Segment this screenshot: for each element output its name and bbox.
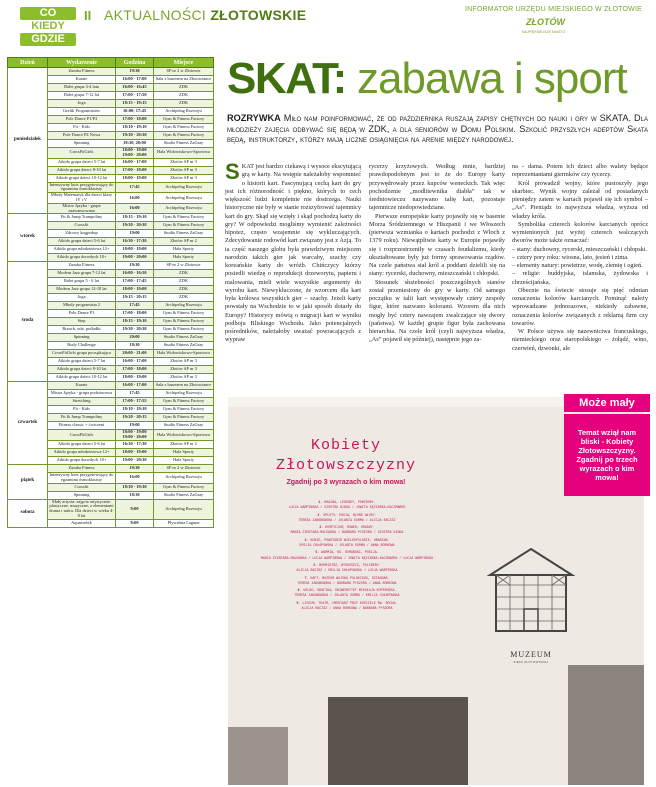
schedule-place-cell: Hala Sporty — [154, 448, 214, 456]
schedule-event-cell: Brzuch, uda, pośladki — [48, 326, 116, 334]
schedule-time-cell: 9:00 — [116, 499, 154, 519]
schedule-event-cell: Spinning — [48, 491, 116, 499]
column-3-para-9: W Polsce używa się nazewnictwa francuskiego, niemieckiego oraz staropolskiego – żołądź, wino, czerwień, dzwonki, ale — [512, 328, 648, 352]
poster-list-item — [252, 568, 442, 573]
schedule-place-cell: Archipelag Rozwoju — [154, 499, 214, 519]
schedule-event-cell: Balet grupa 7-12 lat — [48, 92, 116, 100]
schedule-event-cell: Balet grupa 3-4 lata — [48, 84, 116, 92]
schedule-place-cell: Hala Widowiskowo-Sportowa — [154, 350, 214, 358]
schedule-time-cell: 19:30 — [116, 68, 154, 76]
schedule-event-cell: Aikido grupa dzieci 5-6 lat — [48, 238, 116, 246]
schedule-header-row — [8, 58, 214, 68]
schedule-place-cell: Gym & Fitness Factory — [154, 483, 214, 491]
schedule-event-cell: Aikido grupa dorosłych 18+ — [48, 254, 116, 262]
table-row — [8, 214, 214, 222]
schedule-place-cell: Gym & Fitness Factory — [154, 398, 214, 406]
schedule-event-cell: Intensywny kurs przygotowujący do egzaminu ósmoklasisty — [49, 472, 114, 482]
schedule-time-cell: 17:00 - 18:00 — [116, 116, 154, 124]
header-place: Miejsce — [154, 58, 214, 68]
schedule-place-cell: Gym & Fitness Factory — [154, 310, 214, 318]
schedule-place-cell: Archipelag Rozwoju — [154, 390, 214, 398]
schedule-time-cell: 19:30 - 20:30 — [116, 132, 154, 140]
poster-item-number: 5. — [315, 550, 320, 555]
poster-item-text: WARMIA, KS. DOMAŃSKI, POEZJA. — [321, 550, 379, 555]
poster-item-number: 3. — [319, 525, 324, 530]
table-row — [8, 382, 214, 390]
schedule-event-cell: Młody Matematyk dla dzieci klasy IV i V — [48, 193, 116, 204]
table-row — [8, 68, 214, 76]
schedule-event-cell: Aikido grupa dzieci 5-6 lat — [48, 440, 116, 448]
column-3-para-2: Król prowadził wojny, które pustoszyły jego skarbiec. Wynik wojny zależał od posiadanych pieniędzy zatem w kartach pojawił się ich symbol – „As”. Pieniądz to najwyższa władza, wyższa od władzy króla. — [512, 179, 648, 220]
schedule-event-cell: Karate — [48, 76, 116, 84]
column-2-para-3: Stosunek służebności poszczególnych stanów został przeniesiony do gry w karty. Od samego początku w talii kart występowały cztery zespoły figur, które nazwano kolorami. Wzorem dla nich mogły być cztery nawzajem zwalczające się dwory (państwa). W każdej grupie figur była zachowana hierarchia. Na czele król (czyli najwyższa władza, „As” pojawił się później), następnie jego za- — [369, 278, 505, 344]
poster-item-number: 7. — [304, 575, 309, 580]
schedule-place-cell: Studio Fitness ZaGray — [154, 491, 214, 499]
schedule-event-cell: Fit - Kids — [48, 124, 116, 132]
schedule-time-cell: 17:00 - 17:55 — [116, 398, 154, 406]
schedule-place-cell: Gym & Fitness Factory — [154, 414, 214, 422]
schedule-event-cell: Aikido grupa dzieci 5-7 lat — [48, 158, 116, 166]
schedule-event-cell: Aikido grupa dzieci 8-10 lat — [48, 366, 116, 374]
section-title-prefix: AKTUALNOŚCI — [104, 7, 207, 23]
schedule-time-cell: 18:00 - 19:00 19:00 - 20:00 — [116, 430, 154, 441]
schedule-event-cell: Aikido grupa dzieci 10-12 lat — [48, 174, 116, 182]
table-row — [8, 262, 214, 270]
schedule-event-cell: Zdrowy kręgosłup — [48, 230, 116, 238]
section-title-bold: ZŁOTOWSKIE — [210, 7, 307, 23]
schedule-place-cell: Gym & Fitness Factory — [154, 132, 214, 140]
poster-item-text: HAFT, MUZEUM WOJSKA POLSKIEGO, SZTANDAR. — [310, 575, 390, 580]
article-column-1 — [225, 159, 361, 345]
column-3-para-7: – religie: buddyjska, islamska, żydowska i chrześcijańska. — [512, 270, 648, 286]
column-3-para-1: na – dama. Potem ich dzieci albo walety będące reprezentantami giermków czy rycerzy. — [512, 163, 648, 179]
schedule-event-cell: Mistrz Języka - grupa podstawowa — [48, 390, 116, 398]
schedule-time-cell: 18:00 - 19:00 — [116, 286, 154, 294]
schedule-event-cell: Aikido grupa młodzieżowa 12+ — [48, 246, 116, 254]
schedule-event-cell: Pole Dance P4 Nowa — [48, 132, 116, 140]
column-3-para-8: Obecnie na świecie stosuje się pięć odmian oznaczenia kolorów karcianych. Pominąć należy wprowadzane jednorazowe, niekiedy zabawne, oznaczenia kolorów związanych z reklamą firm czy towarów. — [512, 286, 648, 327]
article-lead — [227, 113, 648, 145]
poster-item-text: MARIA ZIENTARA-MALEWSKA / BARBARA PYSZORA / SIOSTRA KINGA — [290, 530, 404, 535]
schedule-time-cell: 18:15 - 19:15 — [116, 100, 154, 108]
schedule-time-cell: 18:00 - 19:00 — [116, 374, 154, 382]
logo-line2: KIEDY — [31, 20, 65, 32]
schedule-time-cell: 17:00 - 17:50 — [116, 92, 154, 100]
schedule-place-cell: Studio Fitness ZaGray — [154, 140, 214, 148]
schedule-time-cell: 19:00 - 20:00 — [116, 254, 154, 262]
poster-item-number: 1. — [318, 500, 323, 504]
schedule-time-cell: 16:30 - 17:30 — [116, 238, 154, 246]
schedule-event-cell: Młody programista 2 — [48, 302, 116, 310]
portrait-photo-left — [228, 727, 288, 785]
schedule-event-cell: CrossFitGirls — [48, 148, 116, 159]
poster-item-number: 6. — [313, 562, 318, 567]
schedule-time-cell: 16:00 - 17:00 — [116, 358, 154, 366]
schedule-time-cell: 16:00 - 17:00 — [116, 76, 154, 84]
schedule-event-cell: Spinning — [48, 140, 116, 148]
section-title — [104, 7, 306, 23]
schedule-place-cell: Studio Fitness ZaGray — [154, 422, 214, 430]
schedule-place-cell: Gym & Fitness Factory — [154, 222, 214, 230]
schedule-event-cell: Karate — [48, 382, 116, 390]
schedule-event-cell: Aikido grupa młodzieżowa 12+ — [48, 448, 116, 456]
schedule-place-cell: Studio Fitness ZaGray — [154, 230, 214, 238]
schedule-time-cell: 17:00 - 17:45 — [116, 278, 154, 286]
schedule-place-cell: ZDK — [154, 278, 214, 286]
schedule-place-cell: Hala Widowiskowo-Sportowa — [154, 430, 214, 441]
schedule-time-cell: 19:20 - 20:15 — [116, 414, 154, 422]
schedule-event-cell: Fitness classic + ćwiczeni — [48, 422, 116, 430]
schedule-place-cell: Archipelag Rozwoju — [154, 182, 214, 193]
poster-list-item — [252, 606, 442, 611]
schedule-time-cell: 18:00 - 19:00 — [116, 448, 154, 456]
schedule-day-cell: czwartek — [8, 382, 48, 465]
schedule-time-cell: 16:00 — [116, 203, 154, 214]
schedule-place-cell: Pływalnia Laguna — [154, 519, 214, 527]
schedule-place-cell: Studio Fitness ZaGray — [154, 342, 214, 350]
schedule-place-cell: Złotów SP nr 3 — [154, 158, 214, 166]
schedule-place-cell: Złotów SP nr 3 — [154, 174, 214, 182]
schedule-event-cell: Modern Jazz grupa 7-12 lat — [48, 270, 116, 278]
schedule-time-cell: 18:30 — [116, 491, 154, 499]
schedule-event-cell: Body Challenge — [48, 342, 116, 350]
schedule-event-cell: Spinning — [48, 334, 116, 342]
schedule-place-cell: Archipelag Rozwoju — [154, 472, 214, 483]
informator-label: INFORMATOR URZĘDU MIEJSKIEGO W ZŁOTOWIE — [465, 6, 642, 13]
column-3-para-6: – elementy natury: powietrze, wodę, ziemię i ogień. — [512, 262, 643, 269]
zlotow-city-logo-sub: NAJPIĘKNIEJSZE MIASTO — [522, 30, 566, 34]
schedule-time-cell: 18:30 — [116, 342, 154, 350]
schedule-place-cell: Złotów SP nr 2 — [154, 238, 214, 246]
schedule-time-cell: 20:00 - 21:00 — [116, 350, 154, 358]
schedule-event-cell: Modern Jazz grupa 12-18 lat — [48, 286, 116, 294]
schedule-time-cell: 16:00 - 17:00 — [116, 382, 154, 390]
column-3-para-3: Symbolika czterech kolorów karcianych oprócz wymienionych już wyżej czterech walczących dworów może także oznaczać: — [512, 220, 648, 245]
schedule-event-cell: Joga — [48, 294, 116, 302]
poster-list-item — [252, 556, 442, 561]
schedule-place-cell: Archipelag Rozwoju — [154, 108, 214, 116]
schedule-event-cell: Fit - Kids — [48, 406, 116, 414]
poster-item-text: BURMISTRZ, BYDGOSZCZ, POLIBERY. — [319, 562, 381, 567]
schedule-event-cell: Mały artysta: zajęcia artystyczne: plastyczne, muzyczne, z elementami drama i tańca. Dla dzieci w wieku 4-8 lat — [49, 499, 114, 518]
poster-item-text: HOSPICJUM, ROWER, ORGANY. — [325, 525, 375, 530]
schedule-place-cell: Hala Sporty — [154, 246, 214, 254]
schedule-day-cell: wtorek — [8, 214, 48, 262]
schedule-time-cell: 19:30 - 20:30 — [116, 326, 154, 334]
schedule-time-cell: 16:00; 17:45 — [116, 108, 154, 116]
section-number: II — [84, 8, 92, 23]
poster-item-text: TERESA JAKUBOWSKA / JOLANTA SURMA / ALICJA RACISZ — [298, 517, 396, 522]
poster-list-item — [252, 518, 442, 523]
article-title-rest: zabawa i sport — [357, 54, 627, 103]
schedule-time-cell: 8:00 — [116, 519, 154, 527]
column-3-para-5: – cztery pory roku: wiosna, lato, jesień i zima. — [512, 253, 629, 261]
page-header — [0, 0, 656, 50]
schedule-time-cell: 17:00 - 18:00 — [116, 366, 154, 374]
quiz-heading: Może mały — [564, 394, 650, 412]
weekly-schedule-table — [7, 57, 214, 528]
schedule-day-cell: poniedziałek — [8, 68, 48, 214]
column-3-para-4: – stany: duchowny, rycerski, mieszczański i chłopski. — [512, 245, 648, 253]
poster-title-line2: Złotowszczyzny — [275, 457, 417, 474]
schedule-time-cell: 18:15 - 19:10 — [116, 318, 154, 326]
schedule-place-cell: ZDK — [154, 84, 214, 92]
schedule-event-cell: Fit & Jump Trampoliny — [48, 414, 116, 422]
schedule-time-cell: 18:00 - 19:00 19:00 - 20:00 — [116, 148, 154, 159]
schedule-event-cell: Grafik Programistów — [48, 108, 116, 116]
schedule-event-cell: Stretching — [48, 398, 116, 406]
schedule-time-cell: 17:00 - 18:00 — [116, 166, 154, 174]
schedule-event-cell: CrossFitGirls — [48, 430, 116, 441]
schedule-place-cell: Złotów SP nr 3 — [154, 358, 214, 366]
schedule-place-cell: Złotów SP nr 2 — [154, 440, 214, 448]
poster-item-text: KRAJNA, LEGENDY, POMIDORY. — [324, 500, 376, 504]
schedule-place-cell: Gym & Fitness Factory — [154, 124, 214, 132]
schedule-time-cell: 19:00 - 20:30 — [116, 456, 154, 464]
schedule-place-cell: Sala z basenem na Złotowiance — [154, 382, 214, 390]
header-time: Godzina — [116, 58, 154, 68]
schedule-time-cell: 18:00 - 19:00 — [116, 246, 154, 254]
schedule-place-cell: Złotów SP nr 3 — [154, 366, 214, 374]
drop-cap: S — [225, 159, 240, 184]
schedule-day-cell: środa — [8, 262, 48, 382]
schedule-place-cell: Hala Widowiskowo-Sportowa — [154, 148, 214, 159]
schedule-time-cell: 18:30, 20:00 — [116, 140, 154, 148]
schedule-place-cell: Sala z basenem na Złotowiance — [154, 76, 214, 84]
schedule-place-cell: ZDK — [154, 92, 214, 100]
schedule-event-cell: Zumba Fitness — [48, 68, 116, 76]
schedule-event-cell: Aikido grupa dorosłych 18+ — [48, 456, 116, 464]
schedule-place-cell: Gym & Fitness Factory — [154, 406, 214, 414]
schedule-time-cell: 19:00 — [116, 422, 154, 430]
schedule-event-cell: Intensywny kurs przygotowujący do egzaminu ósmoklasisty — [49, 182, 114, 192]
schedule-event-cell: Joga — [48, 100, 116, 108]
poster-list-item — [252, 530, 442, 535]
logo-line3: GDZIE — [20, 33, 76, 46]
portrait-photo-right — [568, 665, 644, 785]
schedule-place-cell: ZDK — [154, 294, 214, 302]
schedule-place-cell: Gym & Fitness Factory — [154, 326, 214, 334]
column-1-text: KAT jest bardzo ciekawą i wysoce ekscytującą grą w karty. Na wstępie należałoby wspomnieć o historii kart. Fascynującą cechą kart do gry jest ich różnorodność i piękno, których to cech większość ludzi kompletnie nie dostrzega. Nauki historyczne nie były w stanie rozszyfrować tajemnicy kart do gry. Skąd się wzięły i skąd pochodzą karty do gry? W odpowiedzi mogliśmy wymienić zależności hipotez, często wzajemnie się wykluczających. Zdecydowanie rodowód kart związany jest z Azją. To ta część naszego globu była prawdziwym miejscem narodzin takich gier jak warcaby, szachy czy koreańskie karty do wróżb. Chińczycy którzy posiedli wiedzę o reprodukcji drzeworytu, papieru i malowania, mieli wiele wszystkie argumenty do wyrobu kart. Niewykluczone, że wzorcem dla kart była królowa wszystkich gier – szachy. Jeżeli karty powstały na Wschodzie to w jaki sposób dotarły do Europy? Historycy mówią o migracji kart w wyniku podboju Bliskiego Wschodu. Jako potencjalnych pośredników, należałoby uważać powracających z wypraw — [225, 163, 361, 344]
logo-line1: CO — [20, 7, 76, 20]
schedule-event-cell: Pole Dance P1/P2 — [48, 116, 116, 124]
header-event: Wydarzenie — [48, 58, 116, 68]
schedule-place-cell: Hala Sporty — [154, 456, 214, 464]
schedule-time-cell: 16:00 — [116, 472, 154, 483]
schedule-event-cell: Zumba Fitness — [48, 262, 116, 270]
schedule-place-cell: SP nr 2 w Złotowie — [154, 464, 214, 472]
schedule-time-cell: 18:00 - 19:00 — [116, 174, 154, 182]
schedule-place-cell: Hala Sporty — [154, 254, 214, 262]
schedule-place-cell: SP nr 2 w Złotowie — [154, 262, 214, 270]
schedule-time-cell: 19:30 — [116, 262, 154, 270]
schedule-place-cell: Złotów SP nr 3 — [154, 374, 214, 382]
quiz-text: Temat wziął nam bliski - Kobiety Złotowszczyzny. Zgadnij po trzech wyrazach o kim mowa! — [564, 414, 650, 496]
schedule-place-cell: Gym & Fitness Factory — [154, 116, 214, 124]
poster-list-item — [252, 581, 442, 586]
schedule-event-cell: Step — [48, 318, 116, 326]
poster-title-line1: Kobiety — [310, 437, 381, 454]
schedule-event-cell: Crossfit — [48, 483, 116, 491]
schedule-event-cell: Zumba Fitness — [48, 464, 116, 472]
article-title-bold: SKAT: — [227, 54, 346, 103]
schedule-day-cell: piątek — [8, 464, 48, 499]
schedule-event-cell: Aikido grupa dzieci 5-7 lat — [48, 358, 116, 366]
schedule-time-cell: 17:45 — [116, 302, 154, 310]
poster-item-text: EMILIA CHŁAPOWSKA / JOLANTA SURMA / ANNA BORKOWA — [299, 543, 395, 548]
schedule-event-cell: Balet grupa 5 - 6 lat — [48, 278, 116, 286]
schedule-place-cell: SP nr 2 w Złotowie — [154, 68, 214, 76]
museum-sublabel: ZIEMI ZŁOTOWSKIEJ — [513, 660, 549, 664]
article-column-3 — [512, 163, 648, 353]
poster-item-number: 9. — [296, 600, 301, 605]
poster-item-number: 4. — [304, 537, 309, 542]
schedule-place-cell: Archipelag Rozwoju — [154, 302, 214, 310]
museum-logo-icon — [486, 545, 576, 649]
schedule-time-cell: 18:10 - 19:10 — [116, 124, 154, 132]
article-column-2 — [369, 163, 505, 345]
schedule-time-cell: 19:00 — [116, 230, 154, 238]
schedule-place-cell: Archipelag Rozwoju — [154, 203, 214, 214]
poster-list-item — [252, 505, 442, 510]
schedule-event-cell: Aikido grupa dzieci 8-10 lat — [48, 166, 116, 174]
schedule-place-cell: Złotów SP nr 3 — [154, 166, 214, 174]
schedule-time-cell: 19:15 - 20:15 — [116, 294, 154, 302]
schedule-event-cell: Aikido grupa dzieci 10-12 lat — [48, 374, 116, 382]
schedule-place-cell: ZDK — [154, 100, 214, 108]
poster-item-text: TERESA JAKUBOWSKA / JOLANTA SURMA / EMILIA CHŁAPOWSKA — [294, 593, 400, 598]
poster-list-item — [252, 593, 442, 598]
schedule-time-cell: 20:00 — [116, 334, 154, 342]
poster-item-text: WILNO, GRAFIKA, UNIWERSYTET MIKOŁAJA KOPERNIKA. — [303, 588, 397, 593]
schedule-place-cell: Archipelag Rozwoju — [154, 193, 214, 204]
schedule-event-cell: Pole Dance P3 — [48, 310, 116, 318]
poster-item-text: KONIE, POWSTANIE WIELKOPOLSKIE, HRABINA. — [310, 537, 390, 542]
schedule-time-cell: 16:00 - 16:50 — [116, 270, 154, 278]
portrait-photo-center — [328, 697, 468, 785]
schedule-time-cell: 17:00 - 18:00 — [116, 310, 154, 318]
poster-item-text: SPLOTY, PASJA, BLOND WŁOSY. — [323, 512, 377, 517]
poster-item-number: 2. — [317, 512, 322, 517]
schedule-time-cell: 18:10 - 19:10 — [116, 406, 154, 414]
poster-item-text: MARIA ZIENTARA-MALEWSKA / LUCJA WARPIŃSKA / JOWITA KĘCIŃSKA-KACZMAREK / LUCJA WARPIŃSKA — [260, 555, 434, 560]
header-day: Dzień — [8, 58, 48, 68]
poster-list-item — [252, 543, 442, 548]
poster-item-number: 8. — [297, 588, 302, 593]
schedule-body — [8, 68, 214, 528]
schedule-time-cell: 16:00 — [116, 193, 154, 204]
column-2-para-1: rycerzy krzyżowych. Według mnie, bardziej prawdopodobnym jest to że do Europy karty przywędrowały przez kupców weneckich. Tak więc pochodzenie „modlitewnika diabła” tak w średniowieczu nazywano talię kart, pozostaje tajemnicze niedopowiedziane. — [369, 163, 505, 212]
schedule-place-cell: Gym & Fitness Factory — [154, 318, 214, 326]
lead-text: Miło nam poinformować, że od października ruszają zapisy chętnych do nauki i gry w SKATA. Dla młodzieży zajęcia odbywać się będą w ZDK, a dla seniorów w Domu Polskim. Szkolić przyszłych adeptów Skata będą, instruktorzy, którzy mają liczne osiągnięcia na arenie między narodowej. — [227, 113, 648, 145]
co-kiedy-gdzie-logo — [20, 6, 76, 46]
poster-item-text: TERESA JAKUBOWSKA / BARBARA PYSZORA / ANNA BORKOWA — [297, 580, 397, 585]
schedule-time-cell: 18:30 - 19:30 — [116, 483, 154, 491]
schedule-event-cell: Fit & Jump Trampoliny — [48, 214, 116, 222]
schedule-place-cell: ZDK — [154, 270, 214, 278]
schedule-event-cell: Mistrz Języka - grupa zaawansowana — [48, 203, 116, 214]
article-title — [227, 55, 627, 103]
column-2-para-2: Pierwsze europejskie karty pojawiły się w basenie Morza Śródziemnego w Hiszpanii i we Włoszech (pierwsza wzmianka o kartach pochodzi z Włoch z 1379 roku). Niewątpliwie karty w Europie pojawiły się i rozprzestrzeniły w czasach feudalizmu, kiedy ukształtowane były już formy sprawowania rządów. Na czele państwa stał król a poddani dzielili się na stany: rycerski, duchowny, mieszczański i chłopski. — [369, 212, 505, 278]
schedule-time-cell: 18:15 - 19:10 — [116, 214, 154, 222]
schedule-time-cell: 16:30 - 17:30 — [116, 440, 154, 448]
table-row — [8, 464, 214, 472]
museum-label: MUZEUM — [510, 650, 552, 659]
schedule-place-cell: Studio Fitness ZaGray — [154, 334, 214, 342]
schedule-time-cell: 17:45 — [116, 390, 154, 398]
poster-item-text: ALICJA RACISZ / EMILIA CHŁAPOWSKA / LUCJA WARPIŃSKA — [296, 568, 398, 573]
schedule-time-cell: 16:00 - 16:45 — [116, 84, 154, 92]
poster-quiz-list — [252, 498, 442, 611]
poster-item-text: LUCJA WARPIŃSKA / SIOSTRA KINGA / JOWITA KĘCIŃSKA-KACZMAREK — [288, 505, 406, 510]
poster-item-text: LICEUM, TEATR, CMENTARZ PRZY KOŚCIELE ŚW. ROCHA. — [302, 600, 398, 605]
schedule-day-cell: sobota — [8, 499, 48, 527]
schedule-place-cell: ZDK — [154, 286, 214, 294]
schedule-event-cell: Crossfit — [48, 222, 116, 230]
schedule-time-cell: 17:45 — [116, 182, 154, 193]
schedule-time-cell: 19:30 — [116, 464, 154, 472]
schedule-time-cell: 16:00 - 17:00 — [116, 158, 154, 166]
poster-item-text: ALICJA RACISZ / ANNA BORKOWA / BARBARA PYSZORA — [301, 606, 393, 611]
schedule-time-cell: 19:30 - 20:30 — [116, 222, 154, 230]
table-row — [8, 499, 214, 519]
schedule-event-cell: CrossFitGirls grupa początkująca — [48, 350, 116, 358]
poster-subtitle: Zgadnij po 3 wyrazach o kim mowa! — [286, 479, 406, 486]
schedule-place-cell: Gym & Fitness Factory — [154, 214, 214, 222]
schedule-event-cell: Aquaerobik — [48, 519, 116, 527]
zlotow-city-logo: ZŁOTÓW — [526, 17, 565, 27]
lead-strong: ROZRYWKA — [227, 113, 281, 123]
